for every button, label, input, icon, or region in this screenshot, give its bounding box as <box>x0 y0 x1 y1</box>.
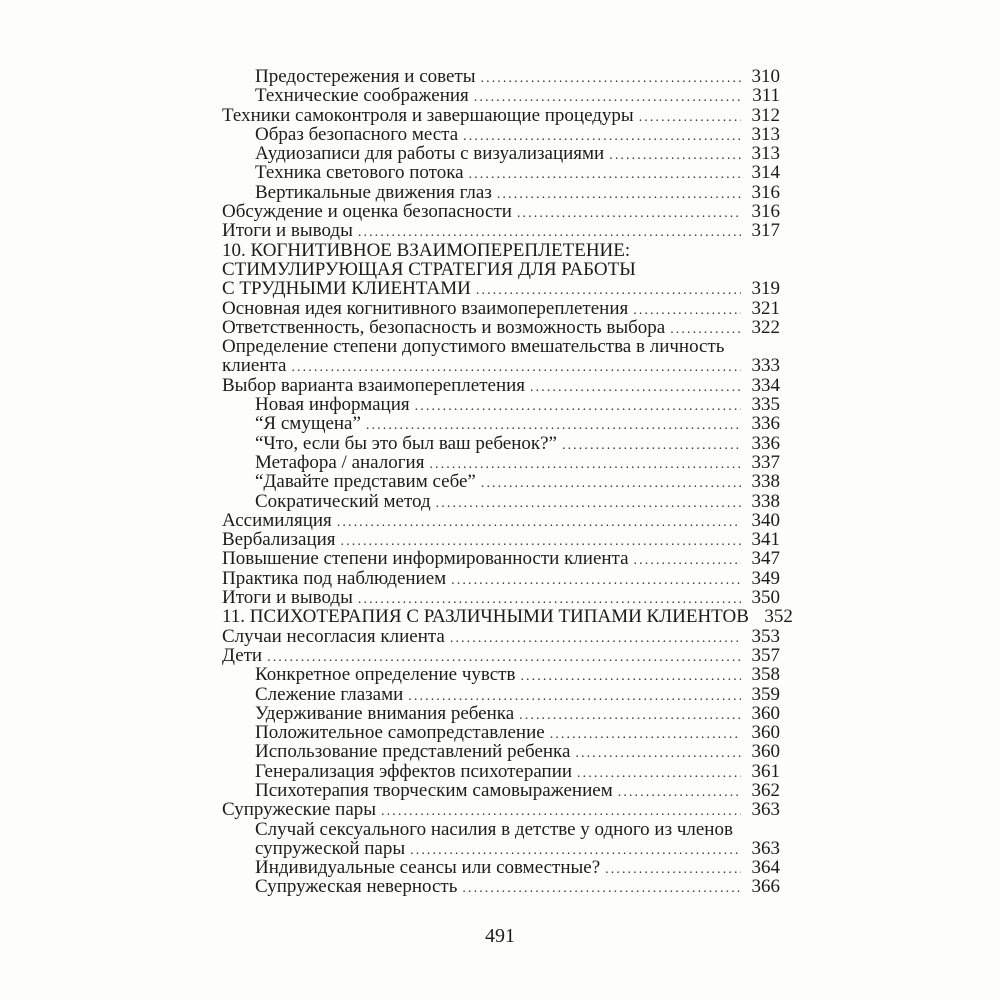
dot-leader <box>550 723 741 744</box>
toc-entry <box>222 723 780 742</box>
dot-leader <box>462 877 741 898</box>
toc-entry <box>222 627 780 646</box>
toc-entry <box>222 318 780 337</box>
toc-entry <box>222 472 780 491</box>
toc-entry-title: Итоги и выводы <box>222 587 353 609</box>
toc-entry <box>222 839 780 858</box>
dot-leader <box>481 472 741 493</box>
toc-entry <box>222 820 780 839</box>
toc-entry <box>222 800 780 819</box>
folio-page-number: 491 <box>485 925 515 947</box>
toc-entry-title: Слежение глазами <box>255 683 404 705</box>
toc-entry-page: 334 <box>751 374 780 396</box>
toc-entry-page: 364 <box>751 857 780 879</box>
toc-entry-title: 11. ПСИХОТЕРАПИЯ С РАЗЛИЧНЫМИ ТИПАМИ КЛИЕНТОВ <box>222 606 749 628</box>
toc-entry-title: “Что, если бы это был ваш ребенок?” <box>255 432 557 454</box>
toc-entry-page: 311 <box>752 85 780 107</box>
toc-entry-title: Техника светового потока <box>255 162 464 184</box>
toc-entry <box>222 685 780 704</box>
toc-entry-title: Положительное самопредставление <box>255 722 545 744</box>
toc-entry-page: 359 <box>751 683 780 705</box>
toc-entry-title: Генерализация эффектов психотерапии <box>255 760 573 782</box>
toc-entry-page: 360 <box>751 722 780 744</box>
dot-leader <box>605 858 741 879</box>
toc-entry <box>222 183 780 202</box>
toc-entry <box>222 202 780 221</box>
toc-entry-page: 353 <box>751 625 780 647</box>
toc-entry <box>222 395 780 414</box>
toc-entry <box>222 144 780 163</box>
toc-entry-page: 362 <box>751 779 780 801</box>
dot-leader <box>520 665 741 686</box>
toc-entry-title: Определение степени допустимого вмешательства в личность <box>222 336 725 358</box>
toc-entry <box>222 106 780 125</box>
toc-entry-title: Выбор варианта взаимопереплетения <box>222 374 526 396</box>
dot-leader <box>436 492 741 513</box>
toc-entry-title: Основная идея когнитивного взаимопереплетения <box>222 297 629 319</box>
toc-entry <box>222 67 780 86</box>
toc-entry <box>222 762 780 781</box>
toc-entry-page: 322 <box>751 316 780 338</box>
toc-entry-title: Случаи несогласия клиента <box>222 625 445 647</box>
toc-entry-title: Техники самоконтроля и завершающие процедуры <box>222 104 634 126</box>
toc-entry-page: 363 <box>751 837 780 859</box>
toc-entry-title: С ТРУДНЫМИ КЛИЕНТАМИ <box>222 278 471 300</box>
toc-entry <box>222 86 780 105</box>
toc-entry-title: Сократический метод <box>255 490 431 512</box>
toc-entry-page: 338 <box>751 490 780 512</box>
dot-leader <box>634 549 741 570</box>
toc-entry-page: 363 <box>751 799 780 821</box>
toc-entry-page: 319 <box>751 278 780 300</box>
dot-leader <box>639 106 741 127</box>
toc-entry-title: Супружеская неверность <box>255 876 458 898</box>
toc-entry-title: Использование представлений ребенка <box>255 741 571 763</box>
toc-entry-page: 313 <box>751 143 780 165</box>
toc-entry-title: Конкретное определение чувств <box>255 664 516 686</box>
toc-entry-page: 314 <box>751 162 780 184</box>
toc-entry-page: 336 <box>751 432 780 454</box>
toc-entry-title: СТИМУЛИРУЮЩАЯ СТРАТЕГИЯ ДЛЯ РАБОТЫ <box>222 258 636 280</box>
toc-entry-page: 316 <box>751 181 780 203</box>
toc-entry-title: Новая информация <box>255 394 410 416</box>
dot-leader <box>517 202 741 223</box>
toc-entry <box>222 858 780 877</box>
toc-entry <box>222 665 780 684</box>
toc-entry-page: 317 <box>751 220 780 242</box>
toc-entry <box>222 337 780 356</box>
toc-entry-title: Индивидуальные сеансы или совместные? <box>255 857 601 879</box>
toc-entry <box>222 453 780 472</box>
page-footer <box>0 925 1000 947</box>
toc-entry-title: Удерживание внимания ребенка <box>255 702 515 724</box>
toc-entry-title: Практика под наблюдением <box>222 567 447 589</box>
toc-entry-page: 349 <box>751 567 780 589</box>
toc-entry-page: 341 <box>751 529 780 551</box>
toc-entry-title: Случай сексуального насилия в детстве у одного из членов <box>255 818 733 840</box>
toc-entry-page: 347 <box>751 548 780 570</box>
toc-entry-title: Итоги и выводы <box>222 220 353 242</box>
dot-leader <box>530 376 741 397</box>
toc-entry-title: “Я смущена” <box>255 413 361 435</box>
toc-entry <box>222 260 780 279</box>
toc-entry-page: 335 <box>751 394 780 416</box>
toc-entry-title: Психотерапия творческим самовыражением <box>255 779 613 801</box>
toc-entry <box>222 279 780 298</box>
dot-leader <box>481 67 742 88</box>
toc-entry-title: Супружеские пары <box>222 799 377 821</box>
toc-entry-page: 321 <box>751 297 780 319</box>
toc-entry-page: 360 <box>751 741 780 763</box>
dot-leader <box>497 183 741 204</box>
toc-entry <box>222 704 780 723</box>
toc-entry-title: Образ безопасного места <box>255 123 459 145</box>
toc-entry <box>222 606 793 628</box>
table-of-contents <box>222 66 793 898</box>
dot-leader <box>519 704 741 725</box>
dot-leader <box>337 511 741 532</box>
toc-entry-page: 361 <box>751 760 780 782</box>
toc-entry-page: 316 <box>751 201 780 223</box>
toc-entry-page: 352 <box>764 606 793 628</box>
toc-entry <box>222 376 780 395</box>
dot-leader <box>469 163 741 184</box>
toc-entry <box>222 356 780 375</box>
toc-entry-page: 337 <box>751 451 780 473</box>
toc-entry-page: 338 <box>751 471 780 493</box>
dot-leader <box>451 569 741 590</box>
toc-entry-page: 357 <box>751 644 780 666</box>
toc-entry <box>222 511 780 530</box>
toc-entry-title: Ассимиляция <box>222 509 332 531</box>
toc-entry-page: 360 <box>751 702 780 724</box>
dot-leader <box>618 781 741 802</box>
dot-leader <box>415 395 741 416</box>
toc-entry-title: Предостережения и советы <box>255 66 476 87</box>
toc-entry <box>222 299 780 318</box>
toc-entry <box>222 588 780 607</box>
toc-entry-title: Метафора / аналогия <box>255 451 425 473</box>
toc-entry-title: Вертикальные движения глаз <box>255 181 492 203</box>
toc-entry <box>222 414 780 433</box>
dot-leader <box>562 434 741 455</box>
toc-entry-title: Обсуждение и оценка безопасности <box>222 201 512 223</box>
toc-entry-title: Повышение степени информированности клиента <box>222 548 629 570</box>
toc-entry <box>222 549 780 568</box>
dot-leader <box>429 453 741 474</box>
toc-entry-title: супружеской пары <box>255 837 406 859</box>
toc-entry <box>222 646 780 665</box>
toc-entry-title: 10. КОГНИТИВНОЕ ВЗАИМОПЕРЕПЛЕТЕНИЕ: <box>222 239 631 261</box>
toc-entry <box>222 569 780 588</box>
dot-leader <box>609 144 741 165</box>
toc-entry <box>222 492 780 511</box>
toc-entry <box>222 163 780 182</box>
toc-entry-page: 366 <box>751 876 780 898</box>
toc-entry-page: 340 <box>751 509 780 531</box>
toc-entry-title: клиента <box>222 355 287 377</box>
toc-entry <box>222 742 780 761</box>
toc-entry-page: 350 <box>751 587 780 609</box>
toc-entry-title: “Давайте представим себе” <box>255 471 476 493</box>
toc-entry-page: 310 <box>751 66 780 87</box>
toc-entry-page: 336 <box>751 413 780 435</box>
toc-entry <box>222 221 780 240</box>
toc-entry-title: Аудиозаписи для работы с визуализациями <box>255 143 605 165</box>
toc-entry <box>222 530 780 549</box>
toc-entry-page: 313 <box>751 123 780 145</box>
toc-entry-page: 358 <box>751 664 780 686</box>
toc-entry <box>222 781 780 800</box>
dot-leader <box>575 742 741 763</box>
toc-entry <box>222 241 780 260</box>
toc-entry <box>222 434 780 453</box>
toc-entry <box>222 125 780 144</box>
dot-leader <box>450 627 741 648</box>
toc-entry-page: 312 <box>751 104 780 126</box>
toc-entry <box>222 877 780 896</box>
toc-entry-title: Дети <box>222 644 263 666</box>
toc-entry-title: Ответственность, безопасность и возможность выбора <box>222 316 666 338</box>
toc-entry-page: 333 <box>751 355 780 377</box>
toc-entry-title: Вербализация <box>222 529 336 551</box>
toc-entry-title: Технические соображения <box>255 85 469 107</box>
